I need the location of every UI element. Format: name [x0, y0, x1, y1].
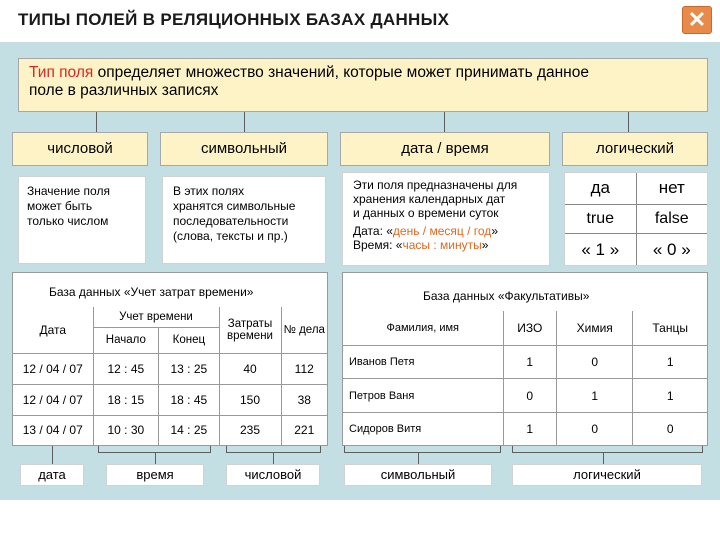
- footer-label-time: время: [106, 464, 204, 486]
- date-format: Дата: «день / месяц / год»: [353, 224, 498, 238]
- col-header-art: ИЗО: [503, 311, 557, 345]
- table-cell: 0: [557, 412, 633, 445]
- col-header-date: Дата: [13, 307, 93, 353]
- connector-line: [98, 446, 99, 453]
- desc-line: последовательности: [173, 214, 289, 228]
- connector-line: [320, 446, 321, 453]
- connector-line: [244, 112, 245, 132]
- connector-line: [52, 446, 53, 464]
- col-header-start: Начало: [93, 327, 159, 353]
- col-header-name: Фамилия, имя: [343, 311, 503, 345]
- table-cell: 0: [666, 421, 674, 436]
- table-row: [13, 384, 327, 415]
- table-cell: 1: [503, 412, 557, 445]
- time-format: Время: «часы : минуты»: [353, 238, 489, 252]
- connector-line: [702, 446, 703, 453]
- table-cell: 18 : 15: [93, 384, 159, 415]
- connector-line: [344, 452, 500, 453]
- definition-term: Тип поля: [29, 64, 94, 81]
- connector-line: [418, 452, 419, 464]
- close-icon: ✕: [687, 7, 707, 32]
- col-header-time-group: Учет времени: [93, 307, 219, 327]
- connector-line: [628, 112, 629, 132]
- desc-line: хранения календарных дат: [353, 192, 506, 206]
- col-header-dance: Танцы: [633, 311, 707, 345]
- table-cell: 235: [219, 415, 281, 445]
- table-cell: 13 : 25: [159, 353, 219, 384]
- table-cell: Петров Ваня: [343, 379, 503, 413]
- table-row: [13, 353, 327, 384]
- table-cell: Сидоров Витя: [343, 412, 503, 445]
- table-cell: Иванов Петя: [343, 345, 503, 379]
- logical-value: false: [636, 204, 707, 233]
- footer-label-logical: логический: [512, 464, 702, 486]
- table-cell: 10 : 30: [93, 415, 159, 445]
- type-header-symbolic: символьный: [160, 132, 328, 166]
- col-header-chemistry: Химия: [557, 311, 633, 345]
- db-electives: [342, 272, 708, 446]
- type-header-logical: логический: [562, 132, 708, 166]
- desc-line: (слова, тексты и пр.): [173, 229, 288, 243]
- desc-symbolic: [162, 176, 326, 264]
- connector-line: [512, 452, 702, 453]
- col-header-num: № дела: [281, 307, 327, 353]
- footer-label-numeric: числовой: [226, 464, 320, 486]
- logical-value: « 1 »: [565, 234, 636, 265]
- db-electives-title: База данных «Факультативы»: [423, 289, 590, 303]
- definition-text: определяет множество значений, которые может принимать данное: [93, 64, 589, 81]
- desc-line: только числом: [27, 214, 109, 228]
- desc-logical: [564, 172, 708, 266]
- col-header-end: Конец: [159, 327, 219, 353]
- table-cell: 1: [503, 345, 557, 379]
- logical-value: нет: [636, 173, 707, 204]
- db-time-title: База данных «Учет затрат времени»: [49, 285, 254, 299]
- connector-line: [210, 446, 211, 453]
- desc-line: может быть: [27, 199, 93, 213]
- footer-label-symbolic: символьный: [344, 464, 492, 486]
- table-cell: 150: [219, 384, 281, 415]
- table-row: [343, 345, 707, 379]
- table-cell: 221: [294, 423, 315, 438]
- connector-line: [603, 452, 604, 464]
- table-cell: 38: [281, 384, 327, 415]
- table-cell: 0: [557, 345, 633, 379]
- table-row: [343, 412, 707, 445]
- table-row: [13, 415, 327, 445]
- desc-line: Эти поля предназначены для: [353, 178, 518, 192]
- table-cell: 14 : 25: [159, 415, 219, 445]
- definition-text: поле в различных записях: [29, 82, 219, 99]
- definition-box: [18, 58, 708, 112]
- desc-line: и данных о времени суток: [353, 206, 499, 220]
- connector-line: [226, 446, 227, 453]
- logical-value: « 0 »: [652, 239, 691, 259]
- logical-value: да: [565, 173, 636, 204]
- db-time-tracking: [12, 272, 328, 446]
- footer-label-date: дата: [20, 464, 84, 486]
- desc-line: Значение поля: [27, 184, 110, 198]
- col-header-cost: Затраты времени: [219, 307, 281, 353]
- title-bar: [0, 0, 720, 42]
- type-header-datetime: дата / время: [340, 132, 550, 166]
- close-button[interactable]: [682, 6, 712, 34]
- desc-numeric: [18, 176, 146, 264]
- connector-line: [512, 446, 513, 453]
- desc-datetime: [342, 172, 550, 266]
- window-title: ТИПЫ ПОЛЕЙ В РЕЛЯЦИОННЫХ БАЗАХ ДАННЫХ: [18, 10, 450, 29]
- table-row: [343, 379, 707, 413]
- table-cell: 13 / 04 / 07: [13, 415, 93, 445]
- desc-line: В этих полях: [173, 184, 245, 198]
- table-cell: 112: [281, 353, 327, 384]
- table-cell: 1: [557, 379, 633, 413]
- table-cell: 18 : 45: [159, 384, 219, 415]
- table-cell: 12 : 45: [93, 353, 159, 384]
- table-cell: 12 / 04 / 07: [13, 353, 93, 384]
- table-cell: 12 / 04 / 07: [13, 384, 93, 415]
- connector-line: [96, 112, 97, 132]
- table-cell: 1: [633, 379, 707, 413]
- connector-line: [155, 452, 156, 464]
- connector-line: [273, 452, 274, 464]
- connector-line: [98, 452, 210, 453]
- logical-value: true: [565, 204, 636, 233]
- table-cell: 0: [503, 379, 557, 413]
- connector-line: [500, 446, 501, 453]
- desc-line: хранятся символьные: [173, 199, 296, 213]
- table-cell: 40: [219, 353, 281, 384]
- connector-line: [344, 446, 345, 453]
- type-header-numeric: числовой: [12, 132, 148, 166]
- connector-line: [444, 112, 445, 132]
- table-cell: 1: [633, 345, 707, 379]
